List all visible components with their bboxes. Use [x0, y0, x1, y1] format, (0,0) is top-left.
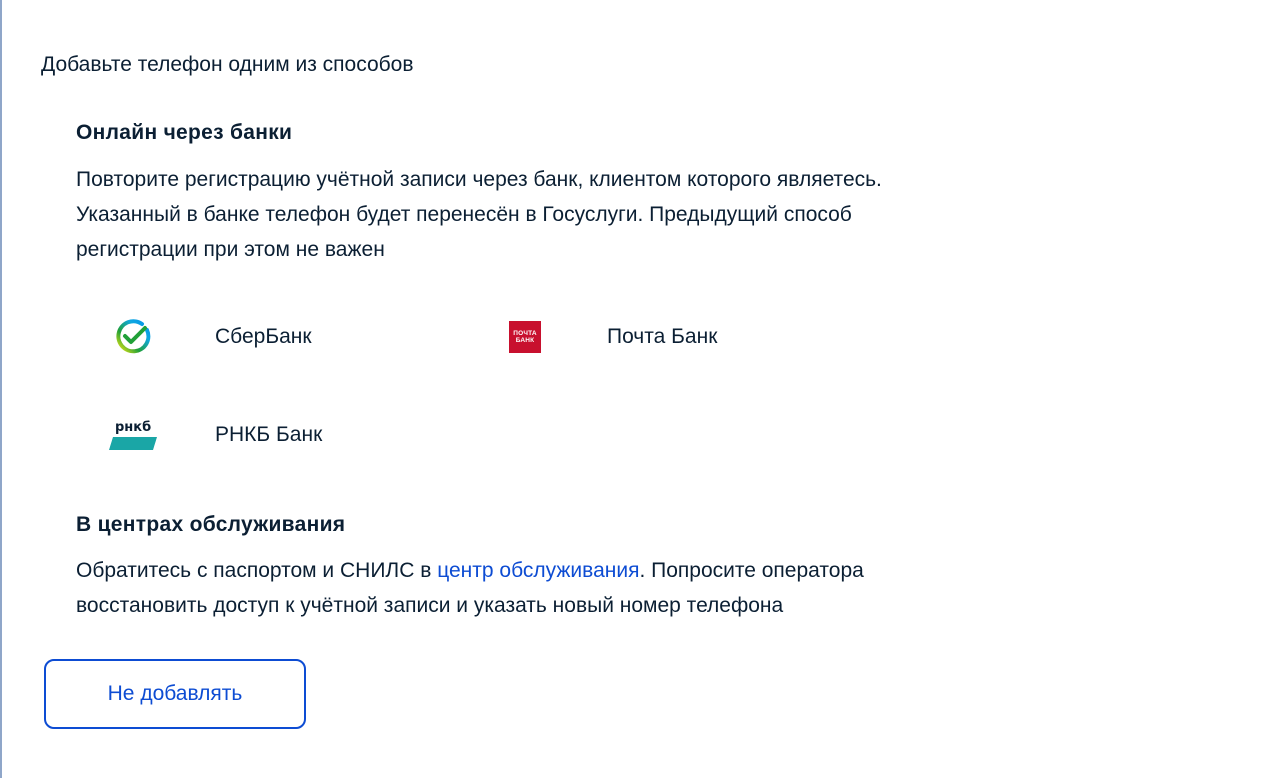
pochta-bank-logo-icon	[499, 317, 551, 357]
sberbank-logo-icon	[107, 317, 159, 357]
centers-desc-before: Обратитесь с паспортом и СНИЛС в	[76, 559, 438, 582]
rnkb-logo-icon	[107, 415, 159, 455]
bank-option-label: СберБанк	[215, 325, 312, 348]
bank-option-pochta-bank[interactable]	[499, 317, 717, 357]
pochta-logo-text-bottom: БАНК	[515, 337, 535, 344]
online-section-title: Онлайн через банки	[76, 121, 293, 144]
centers-desc-after: . Попросите оператора восстановить доступ к учётной записи и указать новый номер телефона	[76, 559, 864, 617]
bank-option-sberbank[interactable]	[107, 317, 312, 357]
centers-section-title: В центрах обслуживания	[76, 513, 346, 536]
centers-section-description	[76, 553, 976, 623]
pochta-logo-text-top: ПОЧТА	[513, 330, 537, 337]
service-center-link[interactable]: центр обслуживания	[437, 559, 640, 582]
bank-option-label: РНКБ Банк	[215, 423, 323, 446]
page-title: Добавьте телефон одним из способов	[41, 53, 414, 76]
skip-add-phone-button[interactable]: Не добавлять	[44, 659, 306, 729]
bank-option-label: Почта Банк	[607, 325, 718, 348]
bank-option-rnkb[interactable]	[107, 415, 322, 455]
window-left-edge	[0, 0, 2, 778]
rnkb-logo-text: рнкб	[115, 420, 152, 435]
online-section-description: Повторите регистрацию учётной записи через банк, клиентом которого являетесь. Указанный в банке телефон будет перенесён в Госуслуги. Предыдущий способ регистрации при этом не важен	[76, 168, 882, 261]
